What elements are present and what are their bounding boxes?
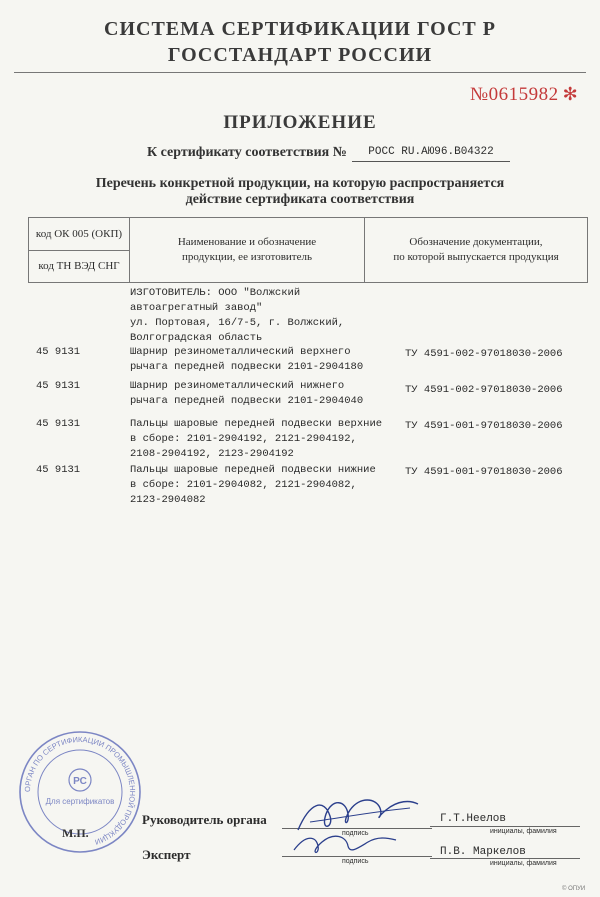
product-code: 45 9131 bbox=[36, 464, 81, 476]
product-name-line: Шарнир резинометаллический верхнего bbox=[130, 346, 351, 358]
product-name-line: Пальцы шаровые передней подвески нижние bbox=[130, 464, 376, 476]
product-doc: ТУ 4591-002-97018030-2006 bbox=[405, 348, 563, 360]
documentation-header bbox=[365, 218, 587, 282]
certificate-number: РОСС RU.АЮ96.В04322 bbox=[352, 146, 510, 162]
copyright-mark: © ОПУИ bbox=[562, 886, 586, 892]
head-name: Г.Т.Неелов bbox=[440, 813, 507, 825]
header-title-line2: ГОССТАНДАРТ РОССИИ bbox=[167, 44, 433, 66]
product-name-line: 2123-2904082 bbox=[130, 494, 206, 506]
product-name-line: рычага передней подвески 2101-2904040 bbox=[130, 395, 364, 407]
serial-number bbox=[470, 84, 578, 106]
head-name-line bbox=[430, 826, 580, 827]
asterisk-icon: ✻ bbox=[562, 84, 579, 104]
product-code: 45 9131 bbox=[36, 346, 81, 358]
documentation-header-line2: по которой выпускается продукция bbox=[393, 251, 559, 263]
list-title-line2: действие сертификата соответствия bbox=[185, 192, 415, 207]
svg-text:РС: РС bbox=[73, 776, 87, 787]
expert-signature-caption: подпись bbox=[342, 858, 369, 865]
product-name-line: в сборе: 2101-2904082, 2121-2904082, bbox=[130, 479, 357, 491]
product-name-line: в сборе: 2101-2904192, 2121-2904192, bbox=[130, 433, 357, 445]
certificate-label: К сертификату соответствия № bbox=[147, 145, 347, 160]
manufacturer-line: Волгоградская область bbox=[130, 332, 263, 344]
product-name bbox=[130, 463, 400, 508]
product-name bbox=[130, 379, 400, 409]
product-doc: ТУ 4591-001-97018030-2006 bbox=[405, 420, 563, 432]
seal-label: М.П. bbox=[62, 826, 89, 840]
product-name-line: рычага передней подвески 2101-2904180 bbox=[130, 361, 364, 373]
expert-name-line bbox=[430, 858, 580, 859]
product-code: 45 9131 bbox=[36, 418, 81, 430]
manufacturer-line: ИЗГОТОВИТЕЛЬ: ООО "Волжский bbox=[130, 287, 301, 299]
seal-center-text: Для сертификатов bbox=[45, 797, 115, 806]
documentation-header-line1: Обозначение документации, bbox=[409, 236, 543, 248]
tnved-code-header: код ТН ВЭД СНГ bbox=[38, 260, 120, 272]
manufacturer-line: автоагрегатный завод" bbox=[130, 302, 263, 314]
head-signature-caption: подпись bbox=[342, 830, 369, 837]
product-code: 45 9131 bbox=[36, 380, 81, 392]
okp-code-header: код ОК 005 (ОКП) bbox=[29, 218, 129, 251]
header-divider bbox=[14, 72, 586, 73]
product-doc: ТУ 4591-002-97018030-2006 bbox=[405, 384, 563, 396]
product-name-header bbox=[130, 218, 365, 282]
list-title-line1: Перечень конкретной продукции, на которую распространяется bbox=[95, 176, 505, 191]
product-doc: ТУ 4591-001-97018030-2006 bbox=[405, 466, 563, 478]
product-name-header-line2: продукции, ее изготовитель bbox=[182, 251, 312, 263]
manufacturer-line: ул. Портовая, 16/7-5, г. Волжский, bbox=[130, 317, 345, 329]
expert-name: П.В. Маркелов bbox=[440, 846, 526, 858]
head-name-caption: инициалы, фамилия bbox=[490, 828, 557, 835]
code-column-header bbox=[29, 218, 130, 282]
product-name bbox=[130, 417, 400, 462]
product-name-header-line1: Наименование и обозначение bbox=[177, 236, 317, 248]
seal-ring-text: ОРГАН ПО СЕРТИФИКАЦИИ ПРОМЫШЛЕННОЙ ПРОДУКЦИИ bbox=[22, 734, 138, 847]
product-name-line: Шарнир резинометаллический нижнего bbox=[130, 380, 345, 392]
expert-label: Эксперт bbox=[142, 847, 191, 862]
product-name-line: 2108-2904192, 2123-2904192 bbox=[130, 448, 294, 460]
header-title-line1: СИСТЕМА СЕРТИФИКАЦИИ ГОСТ Р bbox=[104, 18, 496, 40]
head-label: Руководитель органа bbox=[142, 812, 267, 827]
appendix-title: ПРИЛОЖЕНИЕ bbox=[223, 112, 377, 133]
product-name bbox=[130, 345, 400, 375]
serial-number-text: №0615982 bbox=[470, 84, 559, 105]
expert-signature bbox=[288, 830, 400, 860]
expert-name-caption: инициалы, фамилия bbox=[490, 860, 557, 867]
product-name-line: Пальцы шаровые передней подвески верхние bbox=[130, 418, 383, 430]
product-table-header bbox=[28, 217, 588, 283]
manufacturer-block bbox=[130, 286, 370, 346]
